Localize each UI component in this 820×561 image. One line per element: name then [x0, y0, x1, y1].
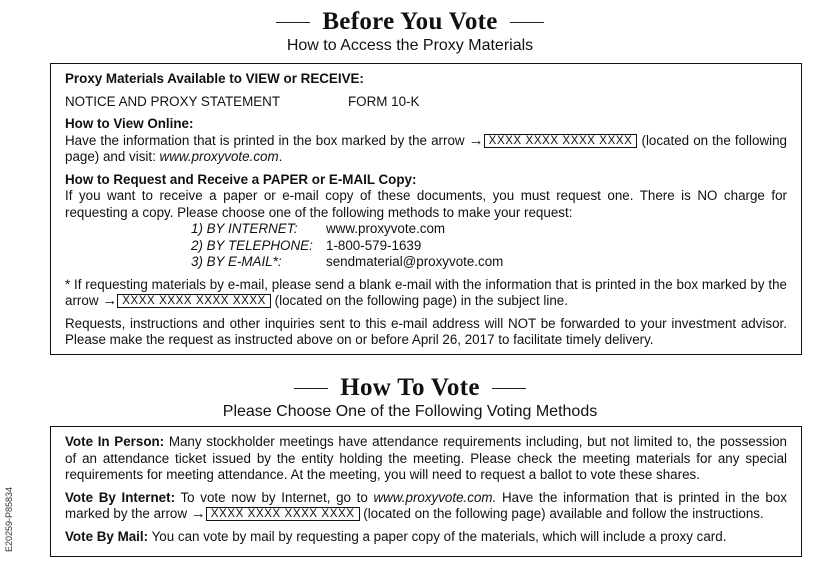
control-number-box: XXXX XXXX XXXX XXXX — [117, 294, 271, 308]
right-arrow-icon: → — [190, 505, 206, 522]
vote-in-person: Vote In Person: Many stockholder meetings have attendance requirements including, but not limited to, the possession of an attendance ticket issued by the entity holding the meeting. Please check the meeting materials for any special requirements for meeting attendance. At the meeting, you will need to request a ballot to vote these shares. — [65, 434, 787, 482]
view-online-text: Have the information that is printed in the box marked by the arrow → XXXX XXXX XXXX XXXX (located on the following page) and visit: www.proxyvote.com. — [65, 131, 787, 164]
method-phone-number[interactable]: 1-800-579-1639 — [326, 237, 422, 253]
vote-url-link[interactable]: www.proxyvote.com. — [373, 489, 497, 505]
title-rule-right — [510, 22, 544, 23]
materials-heading: Proxy Materials Available to VIEW or RECEIVE: — [65, 71, 364, 86]
vote-by-mail: Vote By Mail: You can vote by mail by requesting a paper copy of the materials, which will include a proxy card. — [65, 528, 727, 544]
voting-methods-box — [50, 426, 802, 557]
document-code: E20259-P85834 — [4, 486, 14, 552]
before-subtitle: How to Access the Proxy Materials — [286, 37, 534, 54]
materials-documents — [65, 94, 787, 111]
doc-notice: NOTICE AND PROXY STATEMENT — [65, 93, 281, 109]
view-online-heading: How to View Online: — [65, 116, 194, 131]
request-heading: How to Request and Receive a PAPER or E-MAIL Copy: — [65, 171, 417, 187]
how-to-vote-header — [0, 374, 820, 421]
view-url-link[interactable]: www.proxyvote.com — [159, 149, 279, 164]
right-arrow-icon: → — [468, 131, 484, 149]
method-internet: 1) BY INTERNET: www.proxyvote.com — [191, 221, 446, 236]
vote-by-internet: Vote By Internet: To vote now by Internet, go to www.proxyvote.com. Have the information that is printed in the box marked by the arrow → XXXX XXXX XXXX XXXX (located on the following page) available and follow the instructions. — [65, 489, 787, 522]
method-email: 3) BY E-MAIL*: sendmaterial@proxyvote.com — [191, 254, 504, 269]
right-arrow-icon: → — [102, 292, 118, 309]
before-title: Before You Vote — [322, 8, 498, 35]
title-rule-right — [492, 388, 526, 389]
title-rule-left — [294, 388, 328, 389]
before-you-vote-header — [0, 8, 820, 55]
howto-title: How To Vote — [340, 374, 480, 401]
control-number-box: XXXX XXXX XXXX XXXX — [484, 134, 638, 148]
howto-subtitle: Please Choose One of the Following Voting Methods — [222, 403, 598, 420]
request-methods-list — [65, 221, 787, 271]
method-email-address[interactable]: sendmaterial@proxyvote.com — [326, 254, 504, 269]
method-internet-url[interactable]: www.proxyvote.com — [326, 221, 446, 236]
control-number-box: XXXX XXXX XXXX XXXX — [206, 507, 360, 521]
method-telephone: 2) BY TELEPHONE: 1-800-579-1639 — [191, 237, 422, 253]
requests-note: Requests, instructions and other inquiries sent to this e-mail address will NOT be forwarded to your investment advisor. Please make the request as instructed above on or before April 26, 2017 to facilitate timely delivery. — [65, 315, 787, 347]
proxy-materials-box — [50, 63, 802, 355]
email-note: * If requesting materials by e-mail, please send a blank e-mail with the information that is printed in the box marked by the arrow → XXXX XXXX XXXX XXXX (located on the following page) in the subject line. — [65, 276, 787, 309]
request-text: If you want to receive a paper or e-mail copy of these documents, you must request one. There is NO charge for requesting a copy. Please choose one of the following methods to make your request: — [65, 188, 787, 220]
doc-form10k: FORM 10-K — [348, 93, 420, 109]
title-rule-left — [276, 22, 310, 23]
